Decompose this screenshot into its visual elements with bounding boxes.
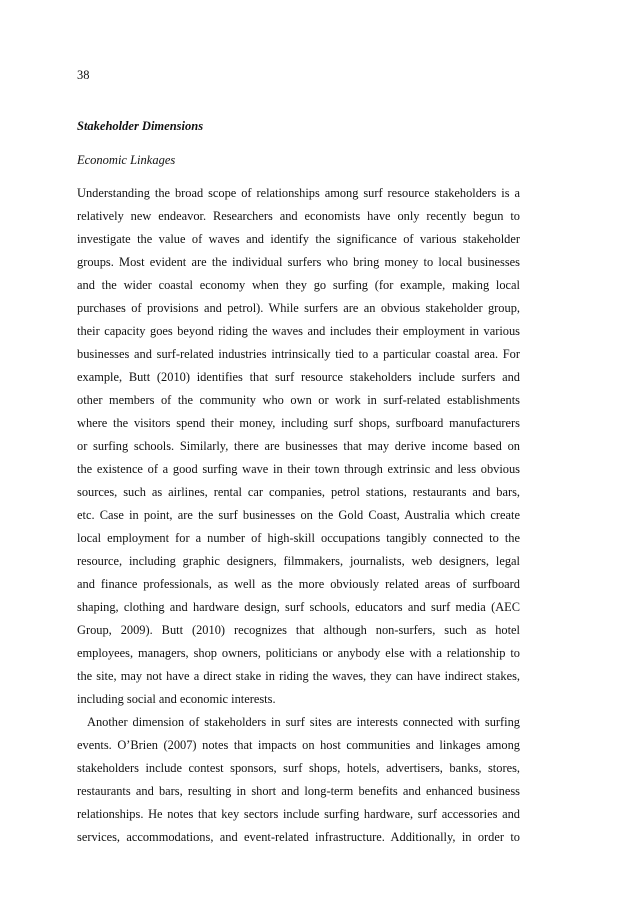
page-number: 38 [77,68,90,82]
text-line: Group, 2009). Butt (2010) recognizes that although non-surfers, such as hotel [77,623,520,637]
section-heading: Stakeholder Dimensions [77,119,204,133]
text-line: example, Butt (2010) identifies that surf resource stakeholders include surfers and [77,370,520,384]
text-line: shaping, clothing and hardware design, surf schools, educators and surf media (AEC [77,600,520,614]
text-line: Another dimension of stakeholders in surf sites are interests connected with surfing [87,715,520,729]
text-line: services, accommodations, and event-related infrastructure. Additionally, in order to [77,830,520,844]
body-text [77,185,520,852]
text-line: local employment for a number of high-skill occupations tangibly connected to the [77,531,520,545]
text-line: other members of the community who own or work in surf-related establishments [77,393,520,407]
text-line: where the visitors spend their money, including surf shops, surfboard manufacturers [77,416,520,430]
text-line: their capacity goes beyond riding the waves and includes their employment in various [77,324,520,338]
text-line: businesses and surf-related industries intrinsically tied to a particular coastal area. For [77,347,520,361]
text-line: including social and economic interests. [77,692,276,706]
text-line: Understanding the broad scope of relationships among surf resource stakeholders is a [77,186,520,200]
text-line: and finance professionals, as well as the more obviously related areas of surfboard [77,577,520,591]
text-line: and the wider coastal economy when they go surfing (for example, making local [77,278,520,292]
text-line: groups. Most evident are the individual surfers who bring money to local businesses [77,255,520,269]
text-line: events. O’Brien (2007) notes that impacts on host communities and linkages among [77,738,520,752]
subsection-heading: Economic Linkages [77,153,176,167]
text-line: the existence of a good surfing wave in their town through extrinsic and less obvious [77,462,520,476]
text-line: relatively new endeavor. Researchers and economists have only recently begun to [77,209,520,223]
text-line: restaurants and bars, resulting in short and long-term benefits and enhanced business [77,784,520,798]
text-line: sources, such as airlines, rental car companies, petrol stations, restaurants and bars, [77,485,520,499]
text-line: the site, may not have a direct stake in riding the waves, they can have indirect stakes, [77,669,520,683]
text-line: employees, managers, shop owners, politicians or anybody else with a relationship to [77,646,520,660]
text-line: resource, including graphic designers, filmmakers, journalists, web designers, legal [77,554,520,568]
text-line: stakeholders include contest sponsors, surf shops, hotels, advertisers, banks, stores, [77,761,520,775]
text-line: relationships. He notes that key sectors include surfing hardware, surf accessories and [77,807,520,821]
text-line: investigate the value of waves and identify the significance of various stakeholder [77,232,520,246]
text-line: etc. Case in point, are the surf businesses on the Gold Coast, Australia which create [77,508,520,522]
text-line: or surfing schools. Similarly, there are businesses that may derive income based on [77,439,520,453]
text-line: purchases of provisions and petrol). While surfers are an obvious stakeholder group, [77,301,520,315]
